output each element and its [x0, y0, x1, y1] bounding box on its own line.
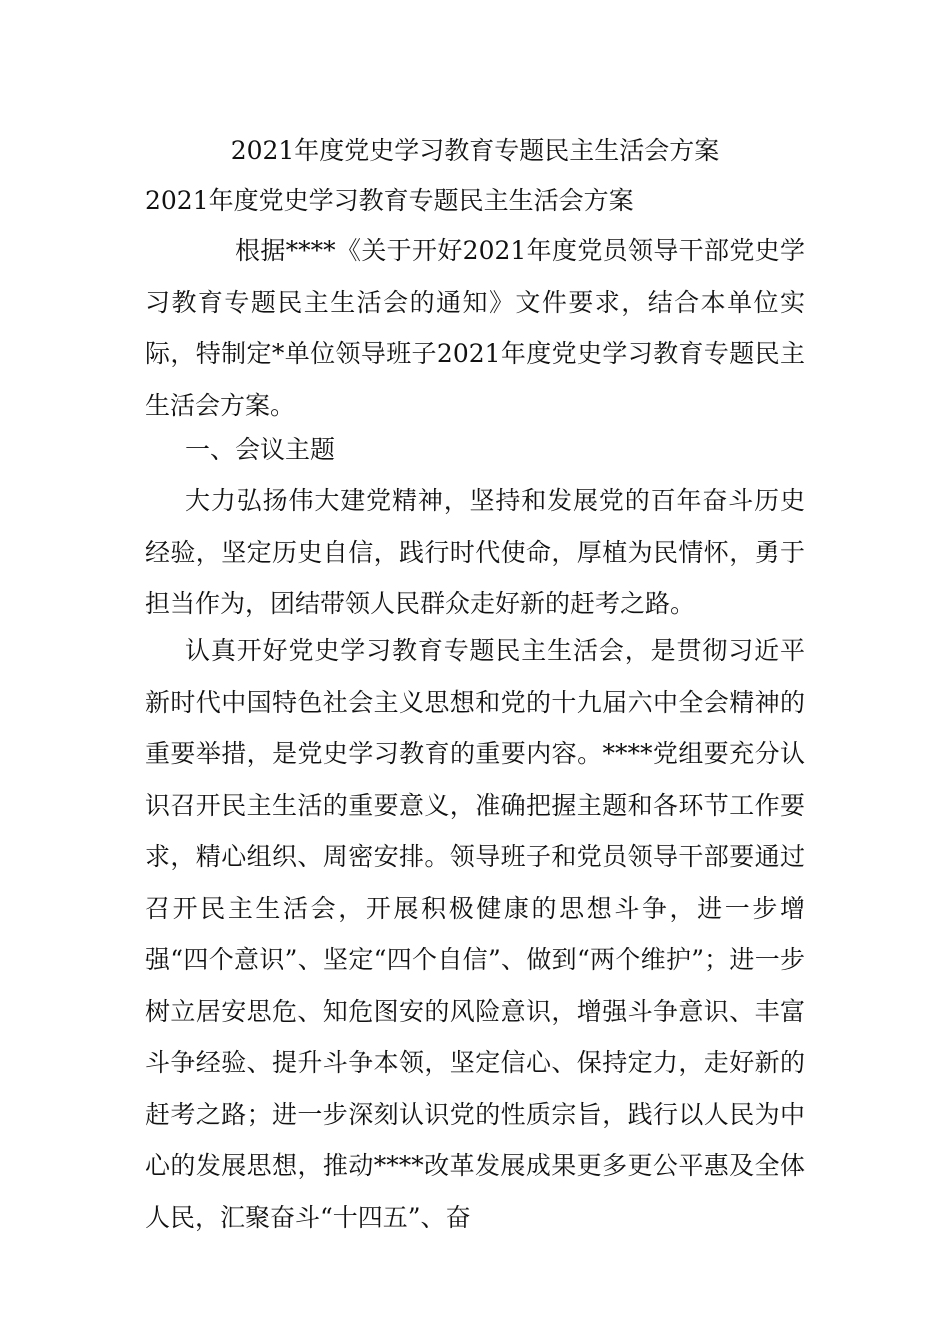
document-subtitle: 2021年度党史学习教育专题民主生活会方案	[145, 186, 634, 215]
document-title: 2021年度党史学习教育专题民主生活会方案	[230, 136, 720, 165]
paragraph-theme: 大力弘扬伟大建党精神，坚持和发展党的百年奋斗历史经验，坚定历史自信，践行时代使命，厚植为民情怀，勇于担当作为，团结带领人民群众走好新的赶考之路。	[145, 486, 805, 618]
section-heading-meeting-theme: 一、会议主题	[185, 435, 336, 464]
paragraph-significance: 认真开好党史学习教育专题民主生活会，是贯彻习近平新时代中国特色社会主义思想和党的十九届六中全会精神的重要举措，是党史学习教育的重要内容。****党组要充分认识召开民主生活的重要意义，准确把握主题和各环节工作要求，精心组织、周密安排。领导班子和党员领导干部要通过召开民主生活会，开展积极健康的思想斗争，进一步增强“四个意识”、坚定“四个自信”、做到“两个维护”；进一步树立居安思危、知危图安的风险意识，增强斗争意识、丰富斗争经验、提升斗争本领，坚定信心、保持定力，走好新的赶考之路；进一步深刻认识党的性质宗旨，践行以人民为中心的发展思想，推动****改革发展成果更多更公平惠及全体人民，汇聚奋斗“十四五”、奋	[145, 636, 805, 1232]
paragraph-intro: 根据****《关于开好2021年度党员领导干部党史学习教育专题民主生活会的通知》文件要求，结合本单位实际，特制定*单位领导班子2021年度党史学习教育专题民主生活会方案。	[145, 236, 805, 420]
